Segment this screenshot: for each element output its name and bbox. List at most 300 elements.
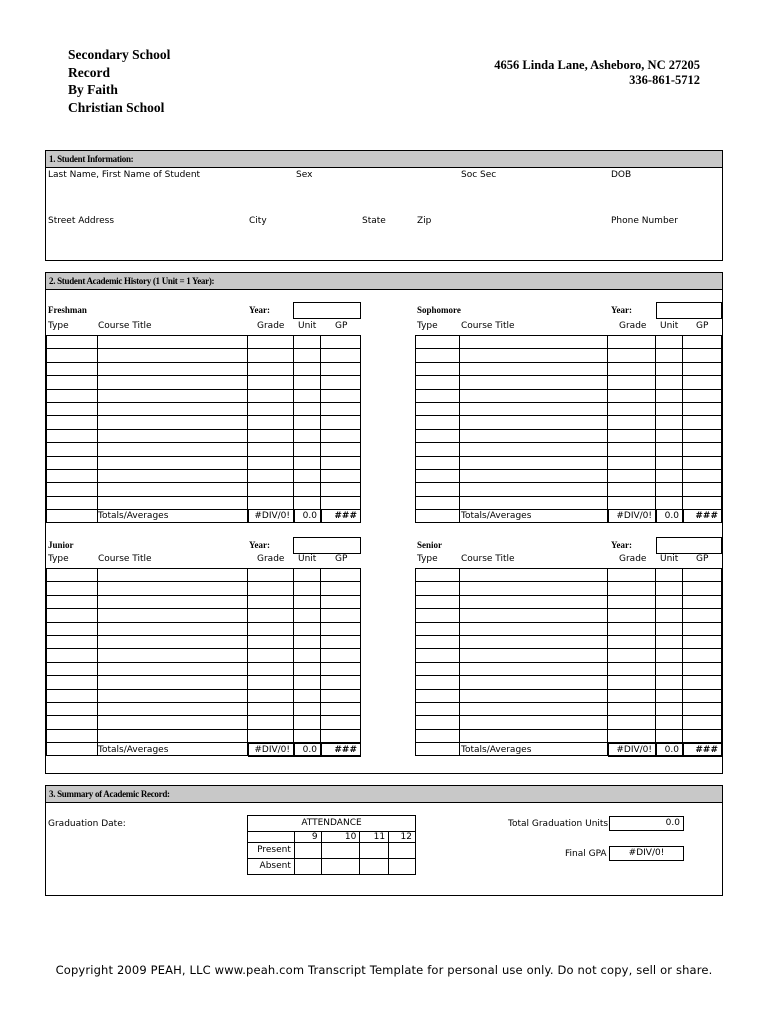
course-cell[interactable] — [97, 336, 248, 349]
course-cell[interactable] — [416, 582, 460, 595]
course-cell[interactable] — [683, 496, 722, 509]
course-row[interactable] — [416, 582, 722, 595]
course-cell[interactable] — [656, 676, 683, 689]
course-cell[interactable] — [97, 389, 248, 402]
attendance-cell[interactable] — [321, 843, 360, 859]
course-cell[interactable] — [294, 689, 321, 702]
course-row[interactable] — [416, 569, 722, 582]
course-cell[interactable] — [416, 456, 460, 469]
course-cell[interactable] — [459, 649, 608, 662]
course-cell[interactable] — [416, 429, 460, 442]
course-cell[interactable] — [97, 595, 248, 608]
course-cell[interactable] — [459, 456, 608, 469]
course-row[interactable] — [416, 662, 722, 675]
course-cell[interactable] — [47, 469, 98, 482]
course-cell[interactable] — [683, 483, 722, 496]
course-cell[interactable] — [608, 702, 656, 715]
course-cell[interactable] — [683, 376, 722, 389]
course-cell[interactable] — [321, 702, 361, 715]
course-cell[interactable] — [97, 622, 248, 635]
course-cell[interactable] — [47, 483, 98, 496]
course-row[interactable] — [416, 376, 722, 389]
course-cell[interactable] — [459, 569, 608, 582]
course-cell[interactable] — [97, 483, 248, 496]
course-cell[interactable] — [97, 402, 248, 415]
course-cell[interactable] — [656, 569, 683, 582]
course-cell[interactable] — [608, 469, 656, 482]
course-cell[interactable] — [459, 716, 608, 729]
course-cell[interactable] — [294, 662, 321, 675]
course-cell[interactable] — [683, 729, 722, 742]
course-row[interactable] — [47, 662, 361, 675]
course-row[interactable] — [416, 483, 722, 496]
course-row[interactable] — [47, 622, 361, 635]
course-cell[interactable] — [47, 376, 98, 389]
course-cell[interactable] — [459, 443, 608, 456]
course-cell[interactable] — [321, 376, 361, 389]
course-row[interactable] — [416, 702, 722, 715]
course-row[interactable] — [416, 456, 722, 469]
course-cell[interactable] — [416, 716, 460, 729]
course-cell[interactable] — [97, 676, 248, 689]
course-cell[interactable] — [248, 729, 294, 742]
course-cell[interactable] — [97, 649, 248, 662]
course-cell[interactable] — [47, 456, 98, 469]
course-cell[interactable] — [656, 336, 683, 349]
course-row[interactable] — [47, 416, 361, 429]
course-cell[interactable] — [248, 689, 294, 702]
course-cell[interactable] — [47, 349, 98, 362]
course-cell[interactable] — [656, 729, 683, 742]
course-cell[interactable] — [248, 569, 294, 582]
course-cell[interactable] — [459, 496, 608, 509]
course-cell[interactable] — [248, 362, 294, 375]
course-row[interactable] — [47, 729, 361, 742]
course-row[interactable] — [47, 716, 361, 729]
course-cell[interactable] — [248, 349, 294, 362]
course-cell[interactable] — [47, 402, 98, 415]
course-cell[interactable] — [459, 609, 608, 622]
course-cell[interactable] — [97, 569, 248, 582]
course-cell[interactable] — [459, 689, 608, 702]
course-cell[interactable] — [683, 469, 722, 482]
course-cell[interactable] — [294, 609, 321, 622]
course-cell[interactable] — [459, 662, 608, 675]
course-row[interactable] — [47, 595, 361, 608]
course-row[interactable] — [416, 443, 722, 456]
course-cell[interactable] — [97, 496, 248, 509]
course-cell[interactable] — [683, 649, 722, 662]
course-cell[interactable] — [47, 662, 98, 675]
course-row[interactable] — [47, 402, 361, 415]
course-cell[interactable] — [416, 622, 460, 635]
course-cell[interactable] — [294, 416, 321, 429]
course-cell[interactable] — [416, 635, 460, 648]
year-input[interactable] — [656, 302, 722, 319]
course-cell[interactable] — [47, 510, 98, 523]
attendance-table[interactable] — [247, 815, 416, 875]
course-cell[interactable] — [656, 649, 683, 662]
course-cell[interactable] — [248, 716, 294, 729]
course-cell[interactable] — [97, 582, 248, 595]
course-row[interactable] — [47, 635, 361, 648]
course-cell[interactable] — [321, 496, 361, 509]
course-cell[interactable] — [47, 569, 98, 582]
course-row[interactable] — [416, 649, 722, 662]
course-cell[interactable] — [321, 569, 361, 582]
course-cell[interactable] — [416, 349, 460, 362]
course-cell[interactable] — [656, 376, 683, 389]
course-cell[interactable] — [608, 402, 656, 415]
attendance-cell[interactable] — [389, 843, 416, 859]
course-cell[interactable] — [459, 582, 608, 595]
course-cell[interactable] — [321, 443, 361, 456]
course-cell[interactable] — [47, 676, 98, 689]
course-cell[interactable] — [294, 595, 321, 608]
course-cell[interactable] — [321, 662, 361, 675]
course-grid[interactable] — [415, 335, 722, 523]
year-input[interactable] — [293, 302, 361, 319]
attendance-cell[interactable] — [360, 843, 389, 859]
course-cell[interactable] — [47, 609, 98, 622]
course-cell[interactable] — [683, 609, 722, 622]
course-cell[interactable] — [294, 389, 321, 402]
course-cell[interactable] — [248, 336, 294, 349]
course-cell[interactable] — [656, 662, 683, 675]
course-cell[interactable] — [47, 716, 98, 729]
course-cell[interactable] — [608, 429, 656, 442]
course-row[interactable] — [47, 429, 361, 442]
course-cell[interactable] — [608, 649, 656, 662]
course-cell[interactable] — [47, 595, 98, 608]
course-cell[interactable] — [294, 582, 321, 595]
course-row[interactable] — [47, 582, 361, 595]
course-cell[interactable] — [321, 483, 361, 496]
year-input[interactable] — [656, 537, 722, 554]
course-cell[interactable] — [97, 702, 248, 715]
course-cell[interactable] — [683, 416, 722, 429]
course-cell[interactable] — [294, 429, 321, 442]
course-cell[interactable] — [683, 349, 722, 362]
course-cell[interactable] — [248, 429, 294, 442]
course-cell[interactable] — [248, 635, 294, 648]
course-cell[interactable] — [608, 416, 656, 429]
course-cell[interactable] — [608, 376, 656, 389]
course-cell[interactable] — [47, 743, 98, 756]
course-cell[interactable] — [416, 649, 460, 662]
course-cell[interactable] — [321, 622, 361, 635]
course-cell[interactable] — [656, 443, 683, 456]
course-cell[interactable] — [248, 389, 294, 402]
course-row[interactable] — [416, 362, 722, 375]
course-row[interactable] — [416, 595, 722, 608]
course-cell[interactable] — [47, 496, 98, 509]
course-row[interactable] — [416, 416, 722, 429]
course-cell[interactable] — [683, 716, 722, 729]
course-cell[interactable] — [47, 622, 98, 635]
course-cell[interactable] — [294, 649, 321, 662]
course-row[interactable] — [47, 569, 361, 582]
course-cell[interactable] — [321, 729, 361, 742]
course-row[interactable] — [416, 389, 722, 402]
course-cell[interactable] — [459, 336, 608, 349]
course-cell[interactable] — [416, 743, 460, 756]
course-cell[interactable] — [248, 456, 294, 469]
course-cell[interactable] — [416, 569, 460, 582]
course-cell[interactable] — [416, 496, 460, 509]
course-cell[interactable] — [321, 582, 361, 595]
course-cell[interactable] — [608, 349, 656, 362]
attendance-cell[interactable] — [321, 859, 360, 875]
course-cell[interactable] — [416, 609, 460, 622]
course-cell[interactable] — [608, 569, 656, 582]
course-cell[interactable] — [608, 609, 656, 622]
course-cell[interactable] — [656, 389, 683, 402]
course-row[interactable] — [47, 389, 361, 402]
course-cell[interactable] — [683, 582, 722, 595]
course-cell[interactable] — [656, 496, 683, 509]
course-cell[interactable] — [608, 483, 656, 496]
course-cell[interactable] — [248, 676, 294, 689]
course-row[interactable] — [416, 622, 722, 635]
course-cell[interactable] — [459, 402, 608, 415]
course-cell[interactable] — [47, 443, 98, 456]
course-cell[interactable] — [656, 582, 683, 595]
course-cell[interactable] — [459, 416, 608, 429]
course-cell[interactable] — [294, 483, 321, 496]
course-cell[interactable] — [294, 702, 321, 715]
course-cell[interactable] — [248, 609, 294, 622]
attendance-cell[interactable] — [389, 859, 416, 875]
course-cell[interactable] — [608, 443, 656, 456]
course-row[interactable] — [416, 716, 722, 729]
course-cell[interactable] — [97, 635, 248, 648]
course-cell[interactable] — [459, 595, 608, 608]
course-row[interactable] — [47, 349, 361, 362]
course-cell[interactable] — [656, 609, 683, 622]
course-cell[interactable] — [248, 662, 294, 675]
course-cell[interactable] — [248, 702, 294, 715]
course-cell[interactable] — [459, 483, 608, 496]
course-cell[interactable] — [47, 635, 98, 648]
course-cell[interactable] — [248, 376, 294, 389]
course-cell[interactable] — [97, 609, 248, 622]
course-cell[interactable] — [656, 349, 683, 362]
course-cell[interactable] — [321, 402, 361, 415]
course-row[interactable] — [416, 729, 722, 742]
course-row[interactable] — [416, 496, 722, 509]
course-cell[interactable] — [416, 662, 460, 675]
course-cell[interactable] — [47, 416, 98, 429]
course-cell[interactable] — [321, 416, 361, 429]
course-cell[interactable] — [656, 402, 683, 415]
course-cell[interactable] — [416, 376, 460, 389]
course-cell[interactable] — [248, 496, 294, 509]
course-cell[interactable] — [97, 349, 248, 362]
course-cell[interactable] — [656, 456, 683, 469]
course-cell[interactable] — [656, 702, 683, 715]
course-cell[interactable] — [294, 376, 321, 389]
course-cell[interactable] — [683, 429, 722, 442]
course-grid[interactable] — [415, 568, 722, 756]
course-cell[interactable] — [608, 716, 656, 729]
course-cell[interactable] — [416, 416, 460, 429]
course-row[interactable] — [47, 676, 361, 689]
course-cell[interactable] — [608, 595, 656, 608]
course-cell[interactable] — [416, 402, 460, 415]
course-cell[interactable] — [294, 676, 321, 689]
course-cell[interactable] — [416, 595, 460, 608]
course-row[interactable] — [416, 402, 722, 415]
course-cell[interactable] — [97, 362, 248, 375]
course-cell[interactable] — [248, 443, 294, 456]
attendance-cell[interactable] — [360, 859, 389, 875]
course-cell[interactable] — [47, 649, 98, 662]
course-row[interactable] — [47, 336, 361, 349]
course-cell[interactable] — [656, 469, 683, 482]
course-cell[interactable] — [294, 469, 321, 482]
course-cell[interactable] — [97, 443, 248, 456]
course-row[interactable] — [47, 483, 361, 496]
course-cell[interactable] — [321, 336, 361, 349]
course-cell[interactable] — [683, 702, 722, 715]
course-row[interactable] — [416, 689, 722, 702]
course-cell[interactable] — [294, 349, 321, 362]
course-cell[interactable] — [294, 402, 321, 415]
course-cell[interactable] — [683, 689, 722, 702]
course-cell[interactable] — [321, 389, 361, 402]
course-cell[interactable] — [321, 649, 361, 662]
course-cell[interactable] — [248, 469, 294, 482]
course-row[interactable] — [416, 349, 722, 362]
course-cell[interactable] — [416, 510, 460, 523]
course-cell[interactable] — [459, 376, 608, 389]
course-cell[interactable] — [459, 676, 608, 689]
course-cell[interactable] — [459, 469, 608, 482]
course-cell[interactable] — [416, 689, 460, 702]
course-row[interactable] — [47, 689, 361, 702]
course-cell[interactable] — [47, 702, 98, 715]
course-cell[interactable] — [294, 496, 321, 509]
course-cell[interactable] — [294, 622, 321, 635]
course-cell[interactable] — [656, 416, 683, 429]
course-cell[interactable] — [608, 336, 656, 349]
course-cell[interactable] — [321, 609, 361, 622]
course-cell[interactable] — [683, 569, 722, 582]
course-cell[interactable] — [656, 483, 683, 496]
course-cell[interactable] — [683, 676, 722, 689]
course-cell[interactable] — [97, 716, 248, 729]
course-cell[interactable] — [321, 456, 361, 469]
course-cell[interactable] — [656, 595, 683, 608]
course-cell[interactable] — [683, 662, 722, 675]
course-cell[interactable] — [294, 716, 321, 729]
course-cell[interactable] — [97, 469, 248, 482]
course-row[interactable] — [47, 702, 361, 715]
course-row[interactable] — [47, 376, 361, 389]
course-cell[interactable] — [656, 429, 683, 442]
course-row[interactable] — [47, 649, 361, 662]
course-cell[interactable] — [608, 622, 656, 635]
course-cell[interactable] — [294, 635, 321, 648]
course-cell[interactable] — [683, 362, 722, 375]
course-row[interactable] — [47, 456, 361, 469]
course-cell[interactable] — [416, 469, 460, 482]
course-cell[interactable] — [656, 689, 683, 702]
course-cell[interactable] — [683, 635, 722, 648]
course-cell[interactable] — [47, 429, 98, 442]
attendance-cell[interactable] — [294, 843, 321, 859]
course-cell[interactable] — [47, 689, 98, 702]
course-cell[interactable] — [47, 389, 98, 402]
course-cell[interactable] — [321, 429, 361, 442]
course-cell[interactable] — [608, 582, 656, 595]
course-cell[interactable] — [459, 389, 608, 402]
course-cell[interactable] — [294, 569, 321, 582]
course-cell[interactable] — [97, 416, 248, 429]
course-cell[interactable] — [459, 349, 608, 362]
course-row[interactable] — [416, 469, 722, 482]
course-row[interactable] — [416, 635, 722, 648]
course-cell[interactable] — [321, 469, 361, 482]
course-cell[interactable] — [683, 443, 722, 456]
course-cell[interactable] — [459, 635, 608, 648]
course-cell[interactable] — [47, 729, 98, 742]
course-cell[interactable] — [248, 483, 294, 496]
course-row[interactable] — [416, 429, 722, 442]
course-cell[interactable] — [459, 429, 608, 442]
course-cell[interactable] — [656, 716, 683, 729]
course-cell[interactable] — [459, 362, 608, 375]
course-cell[interactable] — [683, 456, 722, 469]
course-cell[interactable] — [683, 622, 722, 635]
course-row[interactable] — [47, 469, 361, 482]
course-cell[interactable] — [416, 483, 460, 496]
course-cell[interactable] — [321, 362, 361, 375]
course-cell[interactable] — [248, 595, 294, 608]
course-cell[interactable] — [608, 662, 656, 675]
course-cell[interactable] — [97, 456, 248, 469]
course-row[interactable] — [47, 443, 361, 456]
course-cell[interactable] — [416, 336, 460, 349]
course-cell[interactable] — [321, 595, 361, 608]
course-row[interactable] — [47, 362, 361, 375]
course-cell[interactable] — [97, 729, 248, 742]
course-cell[interactable] — [416, 389, 460, 402]
course-cell[interactable] — [416, 702, 460, 715]
course-grid[interactable] — [46, 568, 361, 756]
course-cell[interactable] — [416, 362, 460, 375]
course-row[interactable] — [47, 496, 361, 509]
course-cell[interactable] — [248, 622, 294, 635]
course-cell[interactable] — [416, 676, 460, 689]
course-cell[interactable] — [248, 416, 294, 429]
course-cell[interactable] — [47, 336, 98, 349]
course-row[interactable] — [416, 609, 722, 622]
year-input[interactable] — [293, 537, 361, 554]
course-cell[interactable] — [608, 362, 656, 375]
course-grid[interactable] — [46, 335, 361, 523]
course-cell[interactable] — [683, 336, 722, 349]
course-row[interactable] — [47, 609, 361, 622]
course-cell[interactable] — [97, 689, 248, 702]
course-cell[interactable] — [459, 729, 608, 742]
course-row[interactable] — [416, 336, 722, 349]
course-cell[interactable] — [608, 729, 656, 742]
course-cell[interactable] — [294, 336, 321, 349]
course-cell[interactable] — [608, 676, 656, 689]
course-cell[interactable] — [321, 676, 361, 689]
